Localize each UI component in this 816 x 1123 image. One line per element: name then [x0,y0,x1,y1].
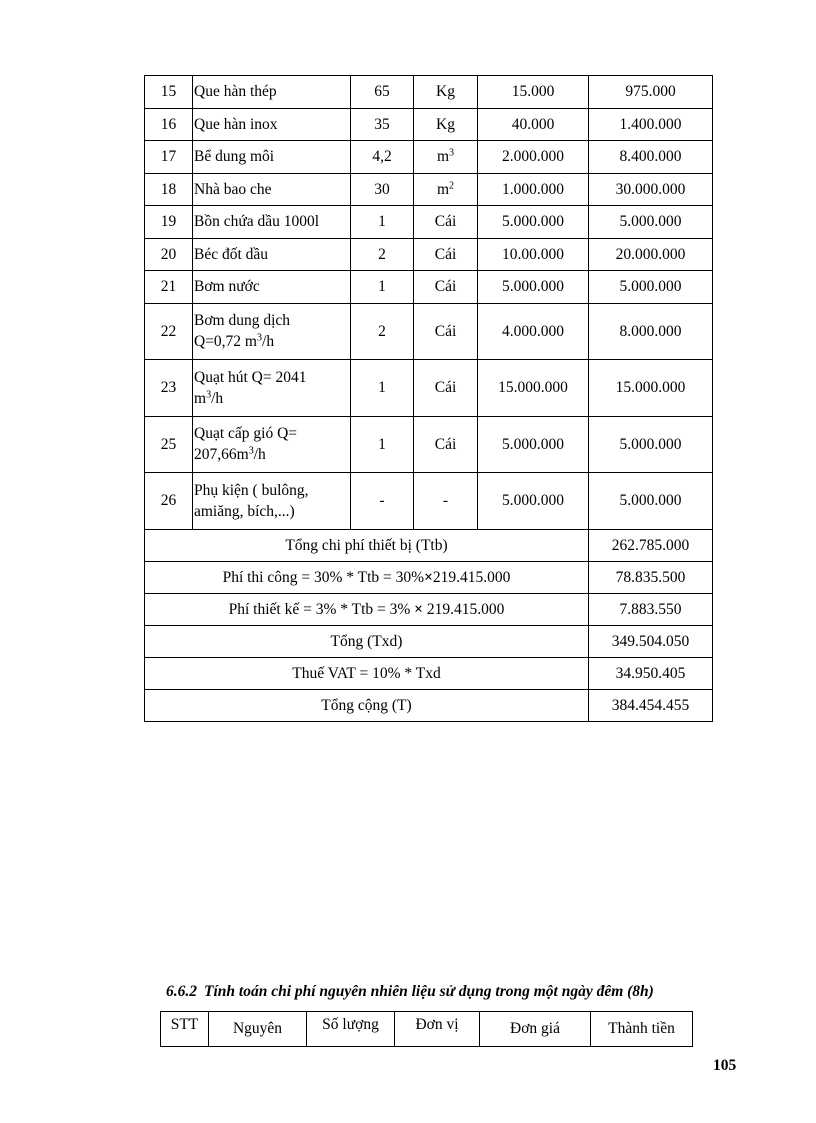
stt-cell: 26 [145,473,193,530]
summary-label: Thuế VAT = 10% * Txd [145,657,589,689]
exponent: 3 [248,445,254,457]
header-material: Nguyên [209,1012,307,1047]
item-name-cell: Bơm nước [193,271,351,304]
header-unit: Đơn vị [395,1012,480,1047]
item-name-line: Quạt hút Q= 2041 [194,368,307,386]
item-name-cell: Bồn chứa dầu 1000l [193,206,351,239]
section-number: 6.6.2 [166,983,197,1000]
stt-cell: 20 [145,238,193,271]
total-cell: 975.000 [589,76,713,109]
table-row [145,76,713,109]
equipment-cost-table [144,75,713,722]
stt-cell: 22 [145,303,193,360]
unit-price-cell: 15.000.000 [478,360,589,417]
multiply-sign: × [424,568,433,586]
quantity-cell: 1 [351,271,414,304]
unit-price-cell: 5.000.000 [478,416,589,473]
item-name-line: Bơm dung dịch [194,312,291,330]
summary-label: Tổng cộng (T) [145,689,589,721]
total-cell: 5.000.000 [589,271,713,304]
summary-label [145,593,589,625]
summary-row [145,529,713,561]
summary-row [145,657,713,689]
unit-price-cell: 1.000.000 [478,173,589,206]
total-cell: 5.000.000 [589,206,713,239]
summary-label-text: Phí thi công = 30% * Ttb = 30% [222,568,425,586]
table-row [145,473,713,530]
stt-cell: 25 [145,416,193,473]
table-row [145,141,713,174]
summary-row [145,625,713,657]
summary-value: 262.785.000 [589,529,713,561]
unit-cell: Cái [414,238,478,271]
total-cell: 15.000.000 [589,360,713,417]
total-cell: 5.000.000 [589,473,713,530]
item-name-line: amiăng, bích,...) [194,502,295,520]
table-header-row [161,1012,693,1047]
stt-cell: 18 [145,173,193,206]
header-quantity: Số lượng [307,1012,395,1047]
unit-price-cell: 5.000.000 [478,473,589,530]
page-number: 105 [713,1057,737,1074]
unit-exponent: 3 [449,147,455,159]
table-row [145,238,713,271]
stt-cell: 16 [145,108,193,141]
unit-cell: Cái [414,303,478,360]
summary-row [145,593,713,625]
item-name-cell: Que hàn inox [193,108,351,141]
unit-cell: Cái [414,271,478,304]
stt-cell: 15 [145,76,193,109]
total-cell: 8.400.000 [589,141,713,174]
unit-price-cell: 5.000.000 [478,271,589,304]
unit-cell [414,173,478,206]
item-name-cell [193,416,351,473]
unit-cell: Cái [414,416,478,473]
header-total: Thành tiền [591,1012,693,1047]
table-row [145,271,713,304]
quantity-cell: 30 [351,173,414,206]
total-cell: 20.000.000 [589,238,713,271]
unit-exponent: 2 [449,180,455,192]
item-name-cell [193,473,351,530]
quantity-cell: 1 [351,416,414,473]
summary-row [145,561,713,593]
unit-cell: Cái [414,360,478,417]
total-cell: 5.000.000 [589,416,713,473]
header-unit-price: Đơn giá [480,1012,591,1047]
unit-price-cell: 10.00.000 [478,238,589,271]
unit-price-cell: 15.000 [478,76,589,109]
item-name-line: /h [253,446,266,464]
unit-base: m [436,148,450,166]
unit-cell [414,141,478,174]
item-name-cell: Que hàn thép [193,76,351,109]
unit-price-cell: 40.000 [478,108,589,141]
table-row [145,303,713,360]
section-heading [166,983,654,1001]
quantity-cell: 1 [351,206,414,239]
quantity-cell: 2 [351,238,414,271]
quantity-cell: 65 [351,76,414,109]
unit-price-cell: 2.000.000 [478,141,589,174]
unit-cell: Cái [414,206,478,239]
summary-label-text: Phí thiết kế = 3% * Ttb = 3% [228,600,415,618]
stt-cell: 17 [145,141,193,174]
total-cell: 30.000.000 [589,173,713,206]
unit-cell: - [414,473,478,530]
unit-price-cell: 4.000.000 [478,303,589,360]
summary-value: 384.454.455 [589,689,713,721]
header-stt: STT [161,1012,209,1047]
item-name-cell: Béc đốt dầu [193,238,351,271]
multiply-sign: × [414,600,423,618]
summary-value: 7.883.550 [589,593,713,625]
summary-value: 34.950.405 [589,657,713,689]
unit-price-cell: 5.000.000 [478,206,589,239]
exponent: 3 [206,389,212,401]
table-row [145,416,713,473]
unit-cell: Kg [414,108,478,141]
total-cell: 8.000.000 [589,303,713,360]
summary-value: 78.835.500 [589,561,713,593]
quantity-cell: 2 [351,303,414,360]
table-row [145,173,713,206]
item-name-line: Quạt cấp gió Q= [194,425,298,443]
item-name-cell [193,303,351,360]
quantity-cell: - [351,473,414,530]
total-cell: 1.400.000 [589,108,713,141]
fuel-cost-table-header [160,1011,693,1047]
unit-base: m [436,180,450,198]
summary-row [145,689,713,721]
item-name-line: /h [262,333,275,351]
item-name-line: 207,66m [194,446,249,464]
quantity-cell: 1 [351,360,414,417]
table-row [145,360,713,417]
table-row [145,108,713,141]
summary-label: Tổng chi phí thiết bị (Ttb) [145,529,589,561]
exponent: 3 [257,332,263,344]
stt-cell: 21 [145,271,193,304]
item-name-line: /h [211,389,224,407]
summary-label-text: 219.415.000 [423,600,505,618]
summary-label [145,561,589,593]
quantity-cell: 35 [351,108,414,141]
item-name-cell: Bể dung môi [193,141,351,174]
section-title: Tính toán chi phí nguyên nhiên liệu sử dụng trong một ngày đêm (8h) [204,983,654,1000]
item-name-cell: Nhà bao che [193,173,351,206]
summary-label-text: 219.415.000 [432,568,511,586]
unit-cell: Kg [414,76,478,109]
item-name-line: m [194,389,207,407]
quantity-cell: 4,2 [351,141,414,174]
item-name-line: Phụ kiện ( bulông, [194,481,309,499]
stt-cell: 19 [145,206,193,239]
summary-label: Tổng (Txd) [145,625,589,657]
item-name-cell [193,360,351,417]
stt-cell: 23 [145,360,193,417]
summary-value: 349.504.050 [589,625,713,657]
table-row [145,206,713,239]
item-name-line: Q=0,72 m [194,333,257,351]
